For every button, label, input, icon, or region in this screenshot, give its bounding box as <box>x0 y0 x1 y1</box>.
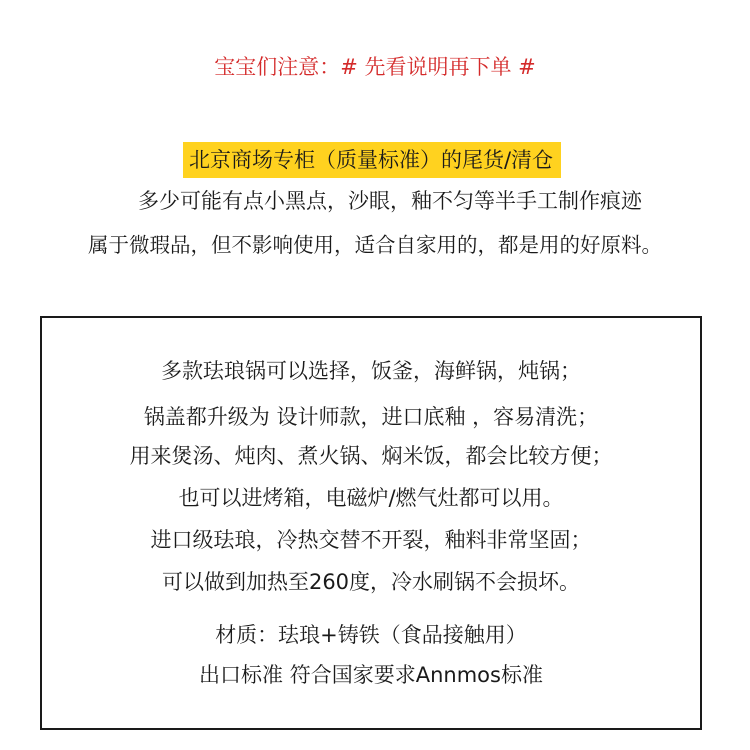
highlight-label: 北京商场专柜（质量标准）的尾货/清仓 <box>183 142 561 178</box>
highlight-row <box>0 142 750 178</box>
intro-line-2: 属于微瑕品，但不影响使用，适合自家用的，都是用的好原料。 <box>88 233 662 257</box>
box-line-6: 可以做到加热至260度，冷水刷锅不会损坏。 <box>161 570 581 594</box>
box-line-7: 材质：珐琅+铸铁（食品接触用） <box>215 623 527 647</box>
box-line-4: 也可以进烤箱，电磁炉/燃气灶都可以用。 <box>178 486 564 510</box>
description-box <box>40 316 702 730</box>
box-line-3: 用来煲汤、炖肉、煮火锅、焖米饭，都会比较方便； <box>129 444 613 468</box>
intro-line-1: 多少可能有点小黑点，沙眼，釉不匀等半手工制作痕迹 <box>138 189 642 213</box>
box-line-8: 出口标准 符合国家要求Annmos标准 <box>199 663 543 687</box>
box-line-1: 多款珐琅锅可以选择，饭釜，海鲜锅，炖锅； <box>161 359 581 383</box>
notice-heading: 宝宝们注意：# 先看说明再下单 # <box>214 55 536 79</box>
box-line-5: 进口级珐琅，冷热交替不开裂，釉料非常坚固； <box>150 528 592 552</box>
box-line-2: 锅盖都升级为 设计师款，进口底釉 ，容易清洗； <box>143 405 599 429</box>
